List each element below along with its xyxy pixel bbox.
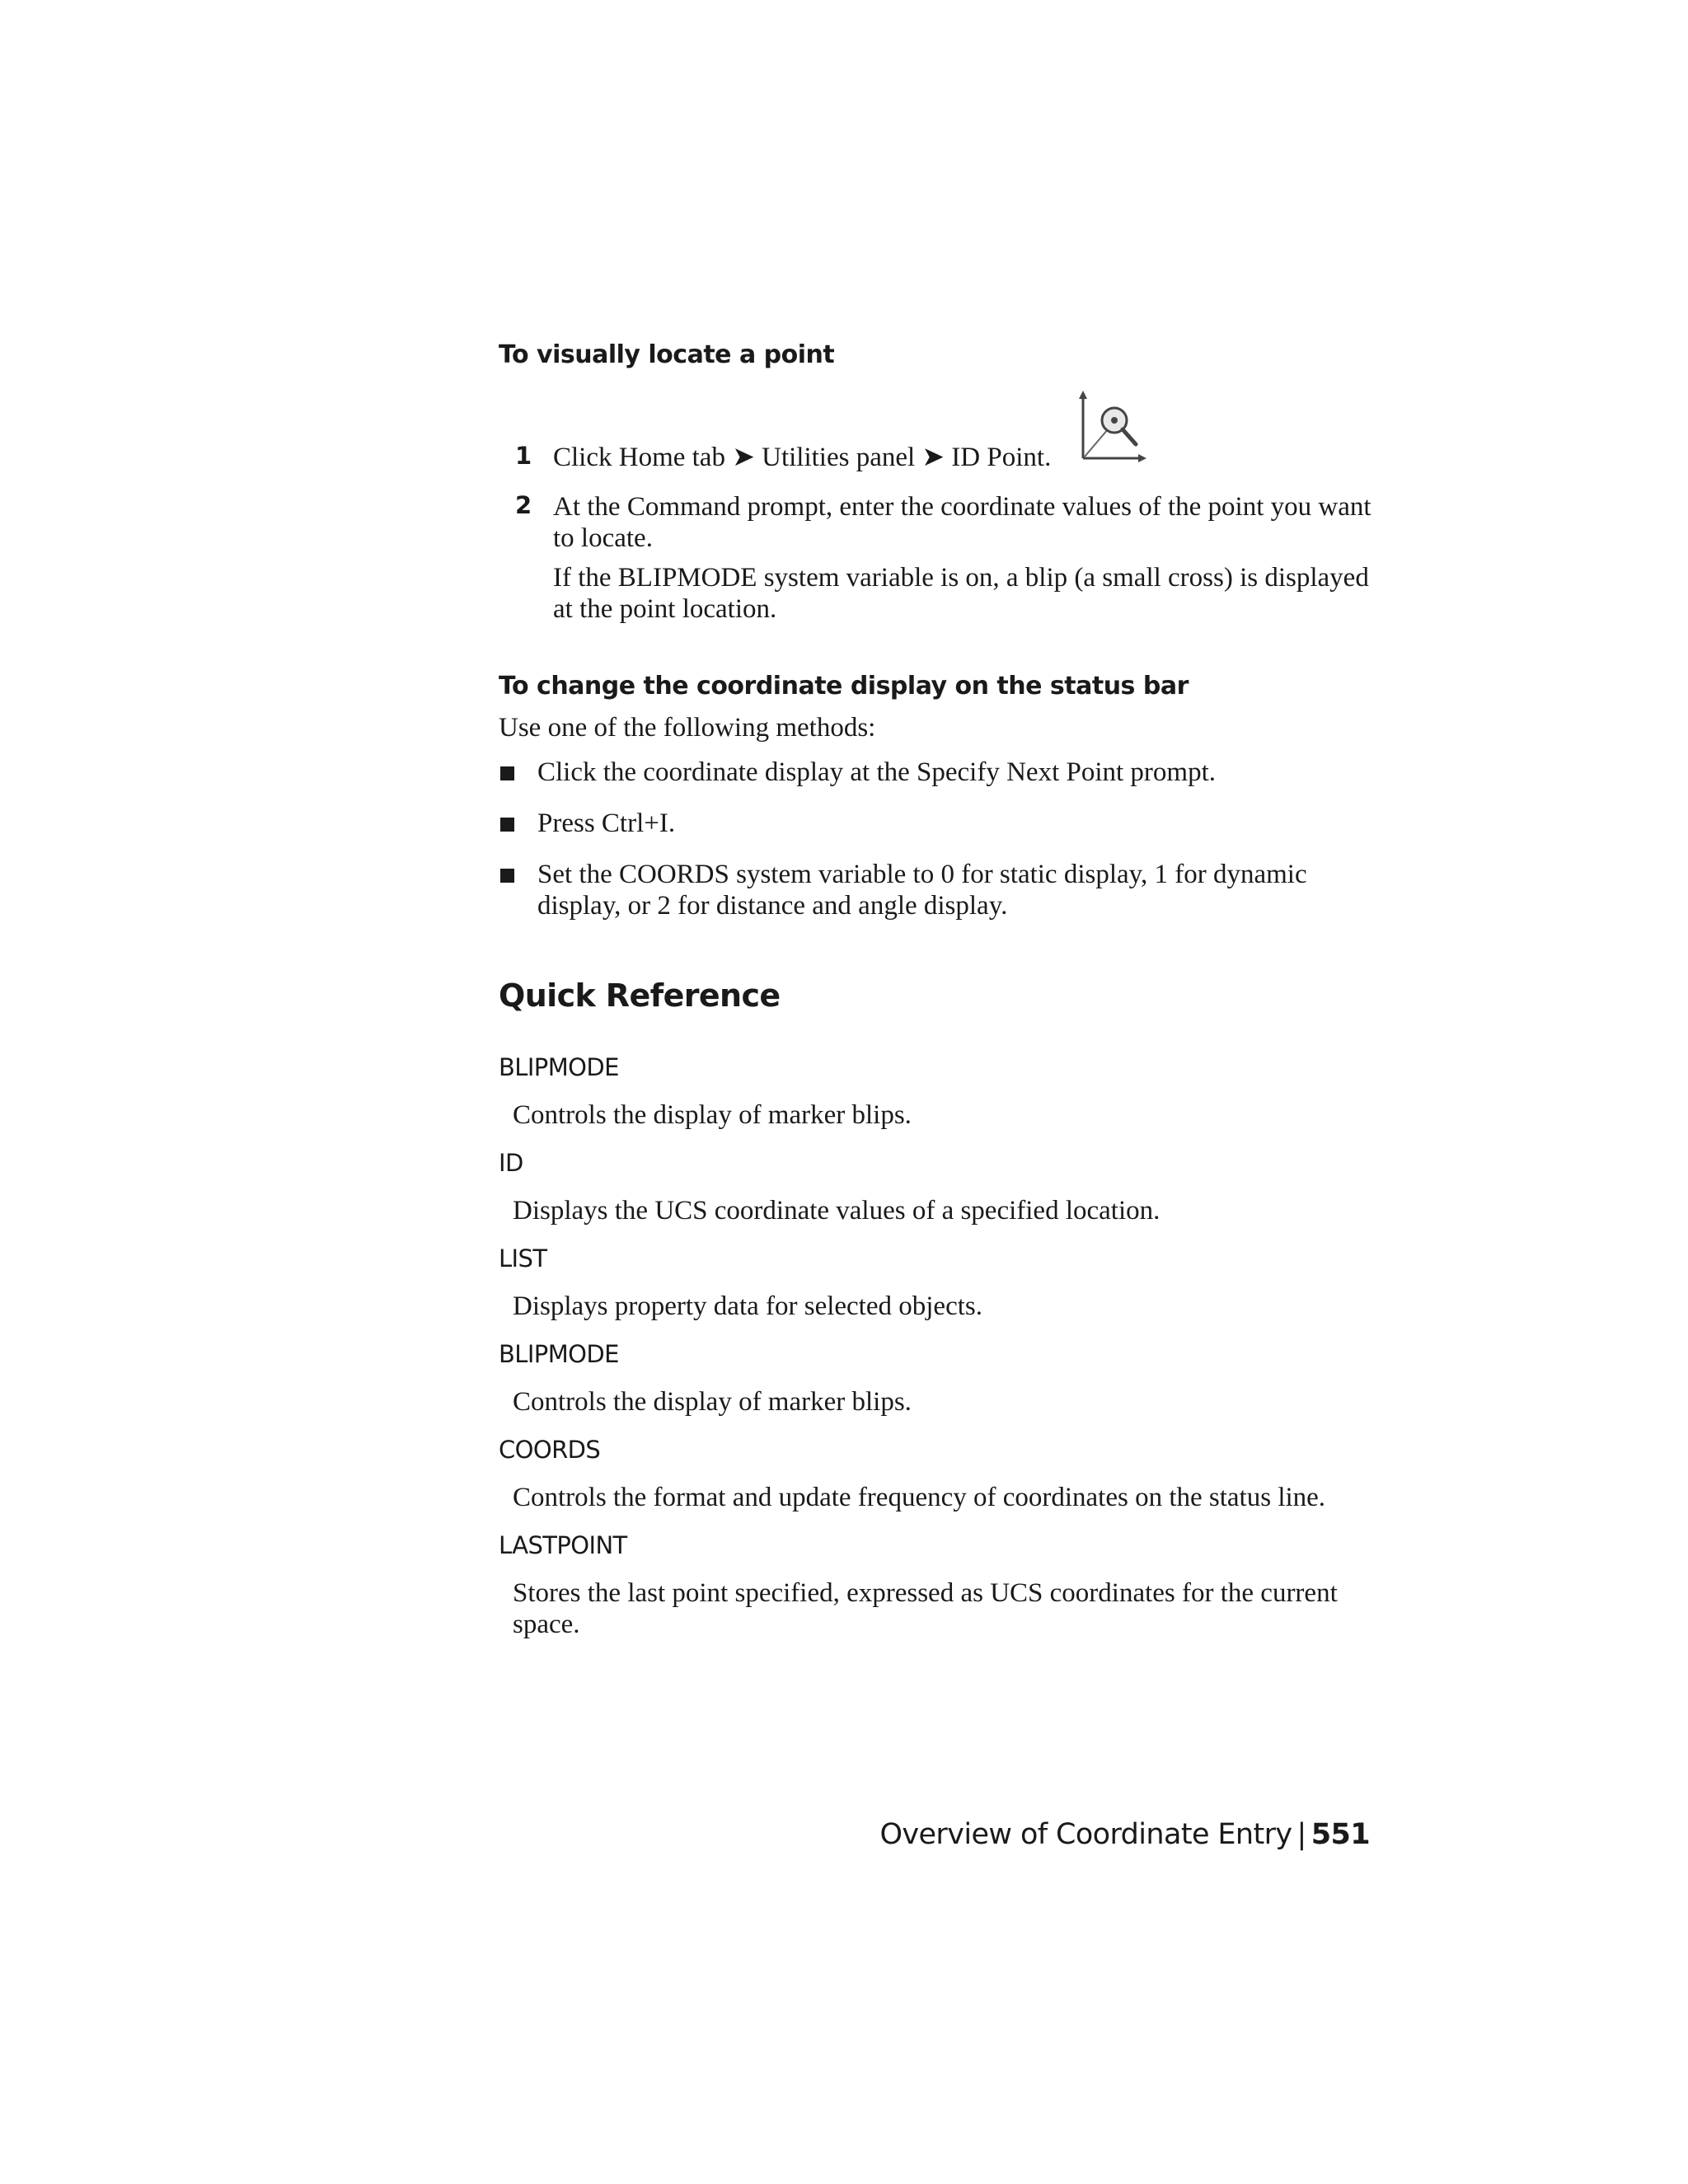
reference-description: Controls the display of marker blips. — [513, 1387, 912, 1417]
reference-description: Displays the UCS coordinate values of a specified location. — [513, 1196, 1160, 1226]
reference-term[interactable]: LIST — [499, 1244, 547, 1272]
footer-separator: | — [1296, 1818, 1306, 1851]
reference-term[interactable]: ID — [499, 1149, 523, 1177]
page-number: 551 — [1311, 1818, 1370, 1851]
reference-description: Displays property data for selected objects. — [513, 1291, 982, 1321]
reference-description: Controls the format and update frequency of coordinates on the status line. — [513, 1483, 1326, 1512]
list-item-text: Set the COORDS system variable to 0 for static display, 1 for dynamic display, or 2 for distance and angle display. — [537, 860, 1307, 921]
bullet-icon — [500, 766, 514, 780]
page-footer — [879, 1818, 1370, 1851]
procedure-heading-locate-point: To visually locate a point — [499, 340, 835, 369]
list-item-text: Click the coordinate display at the Specify Next Point prompt. — [537, 757, 1217, 787]
step-note: If the BLIPMODE system variable is on, a blip (a small cross) is displayed at the point location. — [553, 563, 1369, 624]
reference-term[interactable]: BLIPMODE — [499, 1053, 619, 1081]
list-item-text: Press Ctrl+I. — [537, 808, 676, 838]
procedure-intro: Use one of the following methods: — [499, 713, 876, 743]
step-text: At the Command prompt, enter the coordinate values of the point you want to locate. — [553, 492, 1372, 553]
id-point-icon — [1073, 389, 1149, 465]
step-text: Click Home tab ➤ Utilities panel ➤ ID Point. — [553, 443, 1052, 472]
section-heading-quick-reference: Quick Reference — [499, 977, 781, 1014]
reference-term[interactable]: BLIPMODE — [499, 1340, 619, 1368]
step-number: 1 — [515, 442, 532, 470]
bullet-icon — [500, 869, 514, 883]
reference-description: Controls the display of marker blips. — [513, 1100, 912, 1130]
step-number: 2 — [515, 491, 532, 519]
footer-title: Overview of Coordinate Entry — [879, 1818, 1292, 1851]
bullet-icon — [500, 818, 514, 832]
procedure-heading-coordinate-display: To change the coordinate display on the status bar — [499, 672, 1189, 701]
reference-term[interactable]: COORDS — [499, 1436, 601, 1464]
reference-description: Stores the last point specified, expressed as UCS coordinates for the current space. — [513, 1578, 1338, 1639]
reference-term[interactable]: LASTPOINT — [499, 1531, 627, 1559]
